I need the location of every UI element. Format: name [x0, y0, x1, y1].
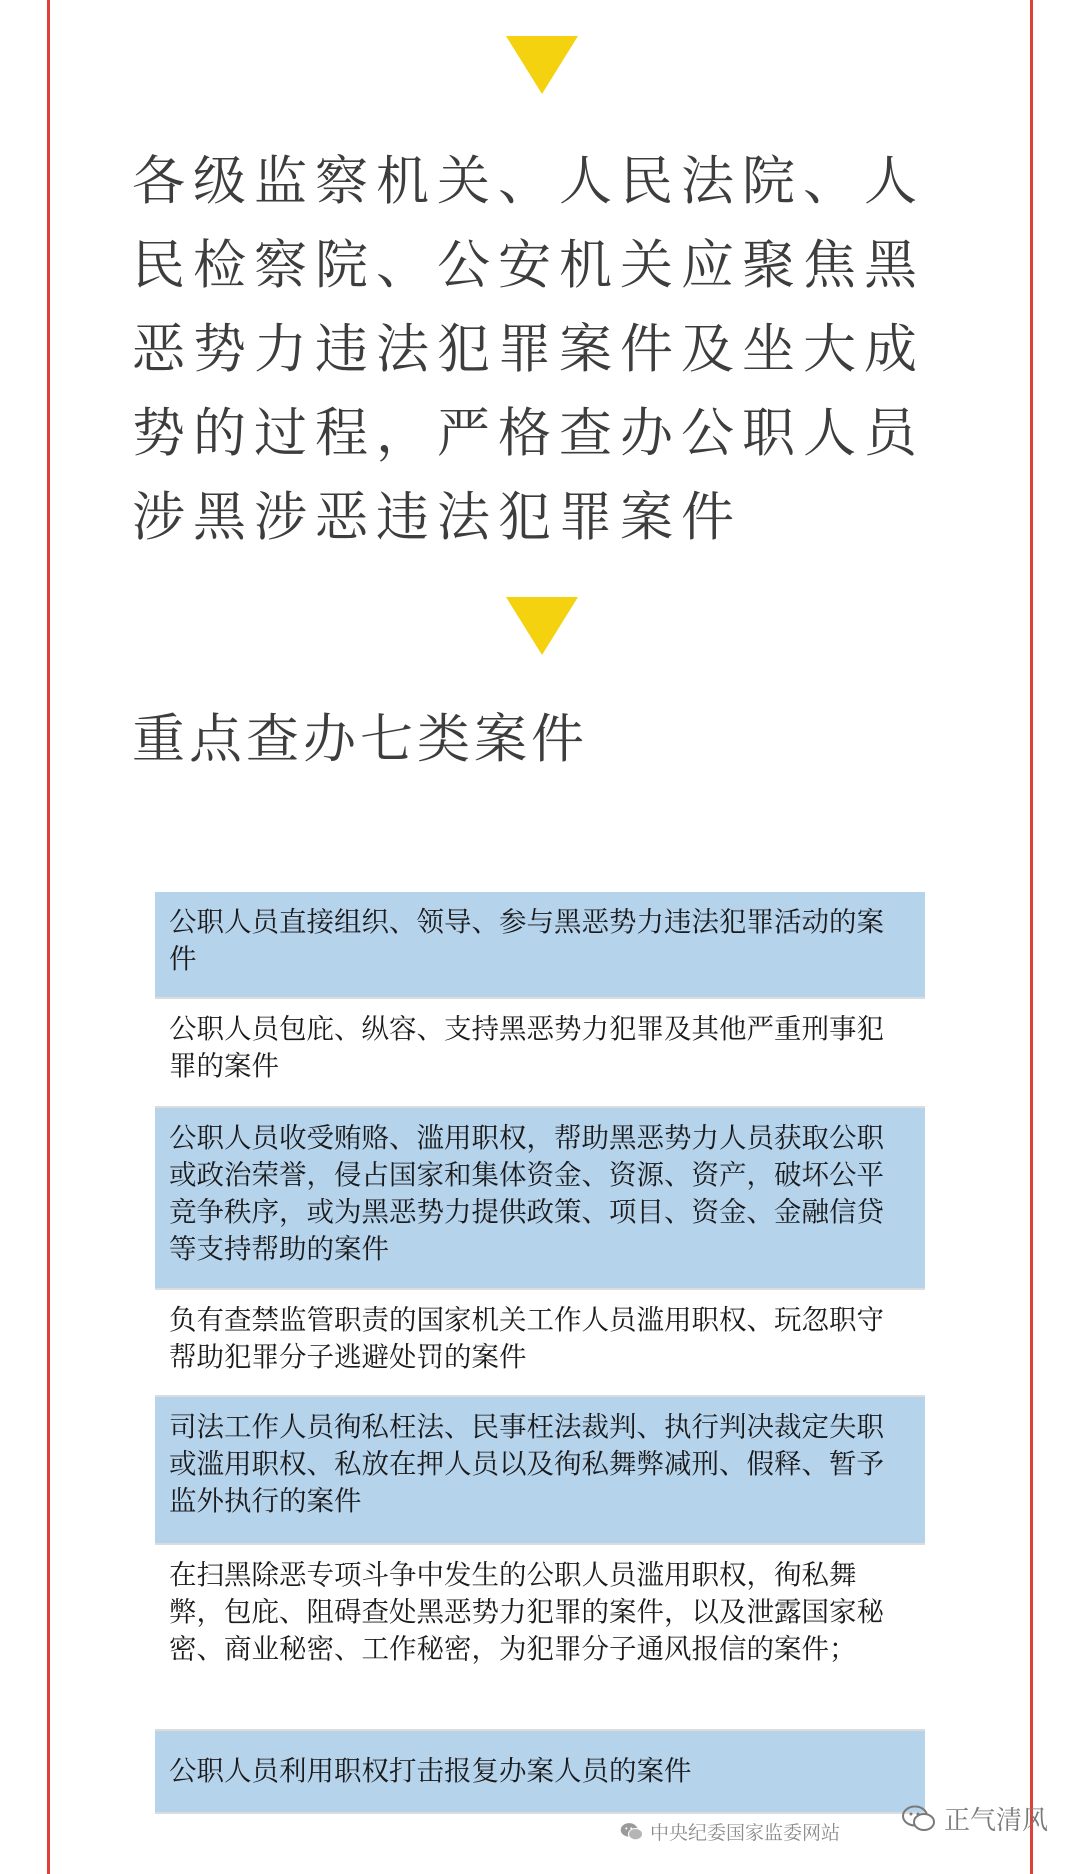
case-item: 公职人员直接组织、领导、参与黑恶势力违法犯罪活动的案件	[155, 892, 925, 999]
intro-paragraph: 各级监察机关、人民法院、人民检察院、公安机关应聚焦黑恶势力违法犯罪案件及坐大成势的过程，严格查办公职人员涉黑涉恶违法犯罪案件	[132, 151, 925, 548]
wechat-icon	[620, 1822, 644, 1842]
case-item: 司法工作人员徇私枉法、民事枉法裁判、执行判决裁定失职或滥用职权、私放在押人员以及徇私舞弊减刑、假释、暂予监外执行的案件	[155, 1397, 925, 1545]
down-arrow-icon	[506, 36, 578, 94]
page-border-right	[1030, 0, 1033, 1874]
case-list	[155, 892, 925, 1814]
page-border-left	[47, 0, 50, 1874]
watermark-account-text: 正气清风	[944, 1806, 1049, 1836]
watermark-source-text: 中央纪委国家监委网站	[650, 1822, 841, 1844]
watermark-source	[620, 1818, 840, 1845]
case-item: 公职人员收受贿赂、滥用职权，帮助黑恶势力人员获取公职或政治荣誉，侵占国家和集体资金、资源、资产，破坏公平竞争秩序，或为黑恶势力提供政策、项目、资金、金融信贷等支持帮助的案件	[155, 1108, 925, 1290]
down-arrow-icon	[506, 597, 578, 655]
case-item: 负有查禁监管职责的国家机关工作人员滥用职权、玩忽职守帮助犯罪分子逃避处罚的案件	[155, 1290, 925, 1397]
case-item: 公职人员包庇、纵容、支持黑恶势力犯罪及其他严重刑事犯罪的案件	[155, 999, 925, 1108]
watermark-account	[902, 1800, 1048, 1837]
case-item: 公职人员利用职权打击报复办案人员的案件	[155, 1731, 925, 1814]
case-item: 在扫黑除恶专项斗争中发生的公职人员滥用职权，徇私舞弊，包庇、阻碍查处黑恶势力犯罪的案件，以及泄露国家秘密、商业秘密、工作秘密，为犯罪分子通风报信的案件；	[155, 1545, 925, 1731]
wechat-icon	[902, 1805, 936, 1833]
section-heading: 重点查办七类案件	[132, 709, 588, 770]
